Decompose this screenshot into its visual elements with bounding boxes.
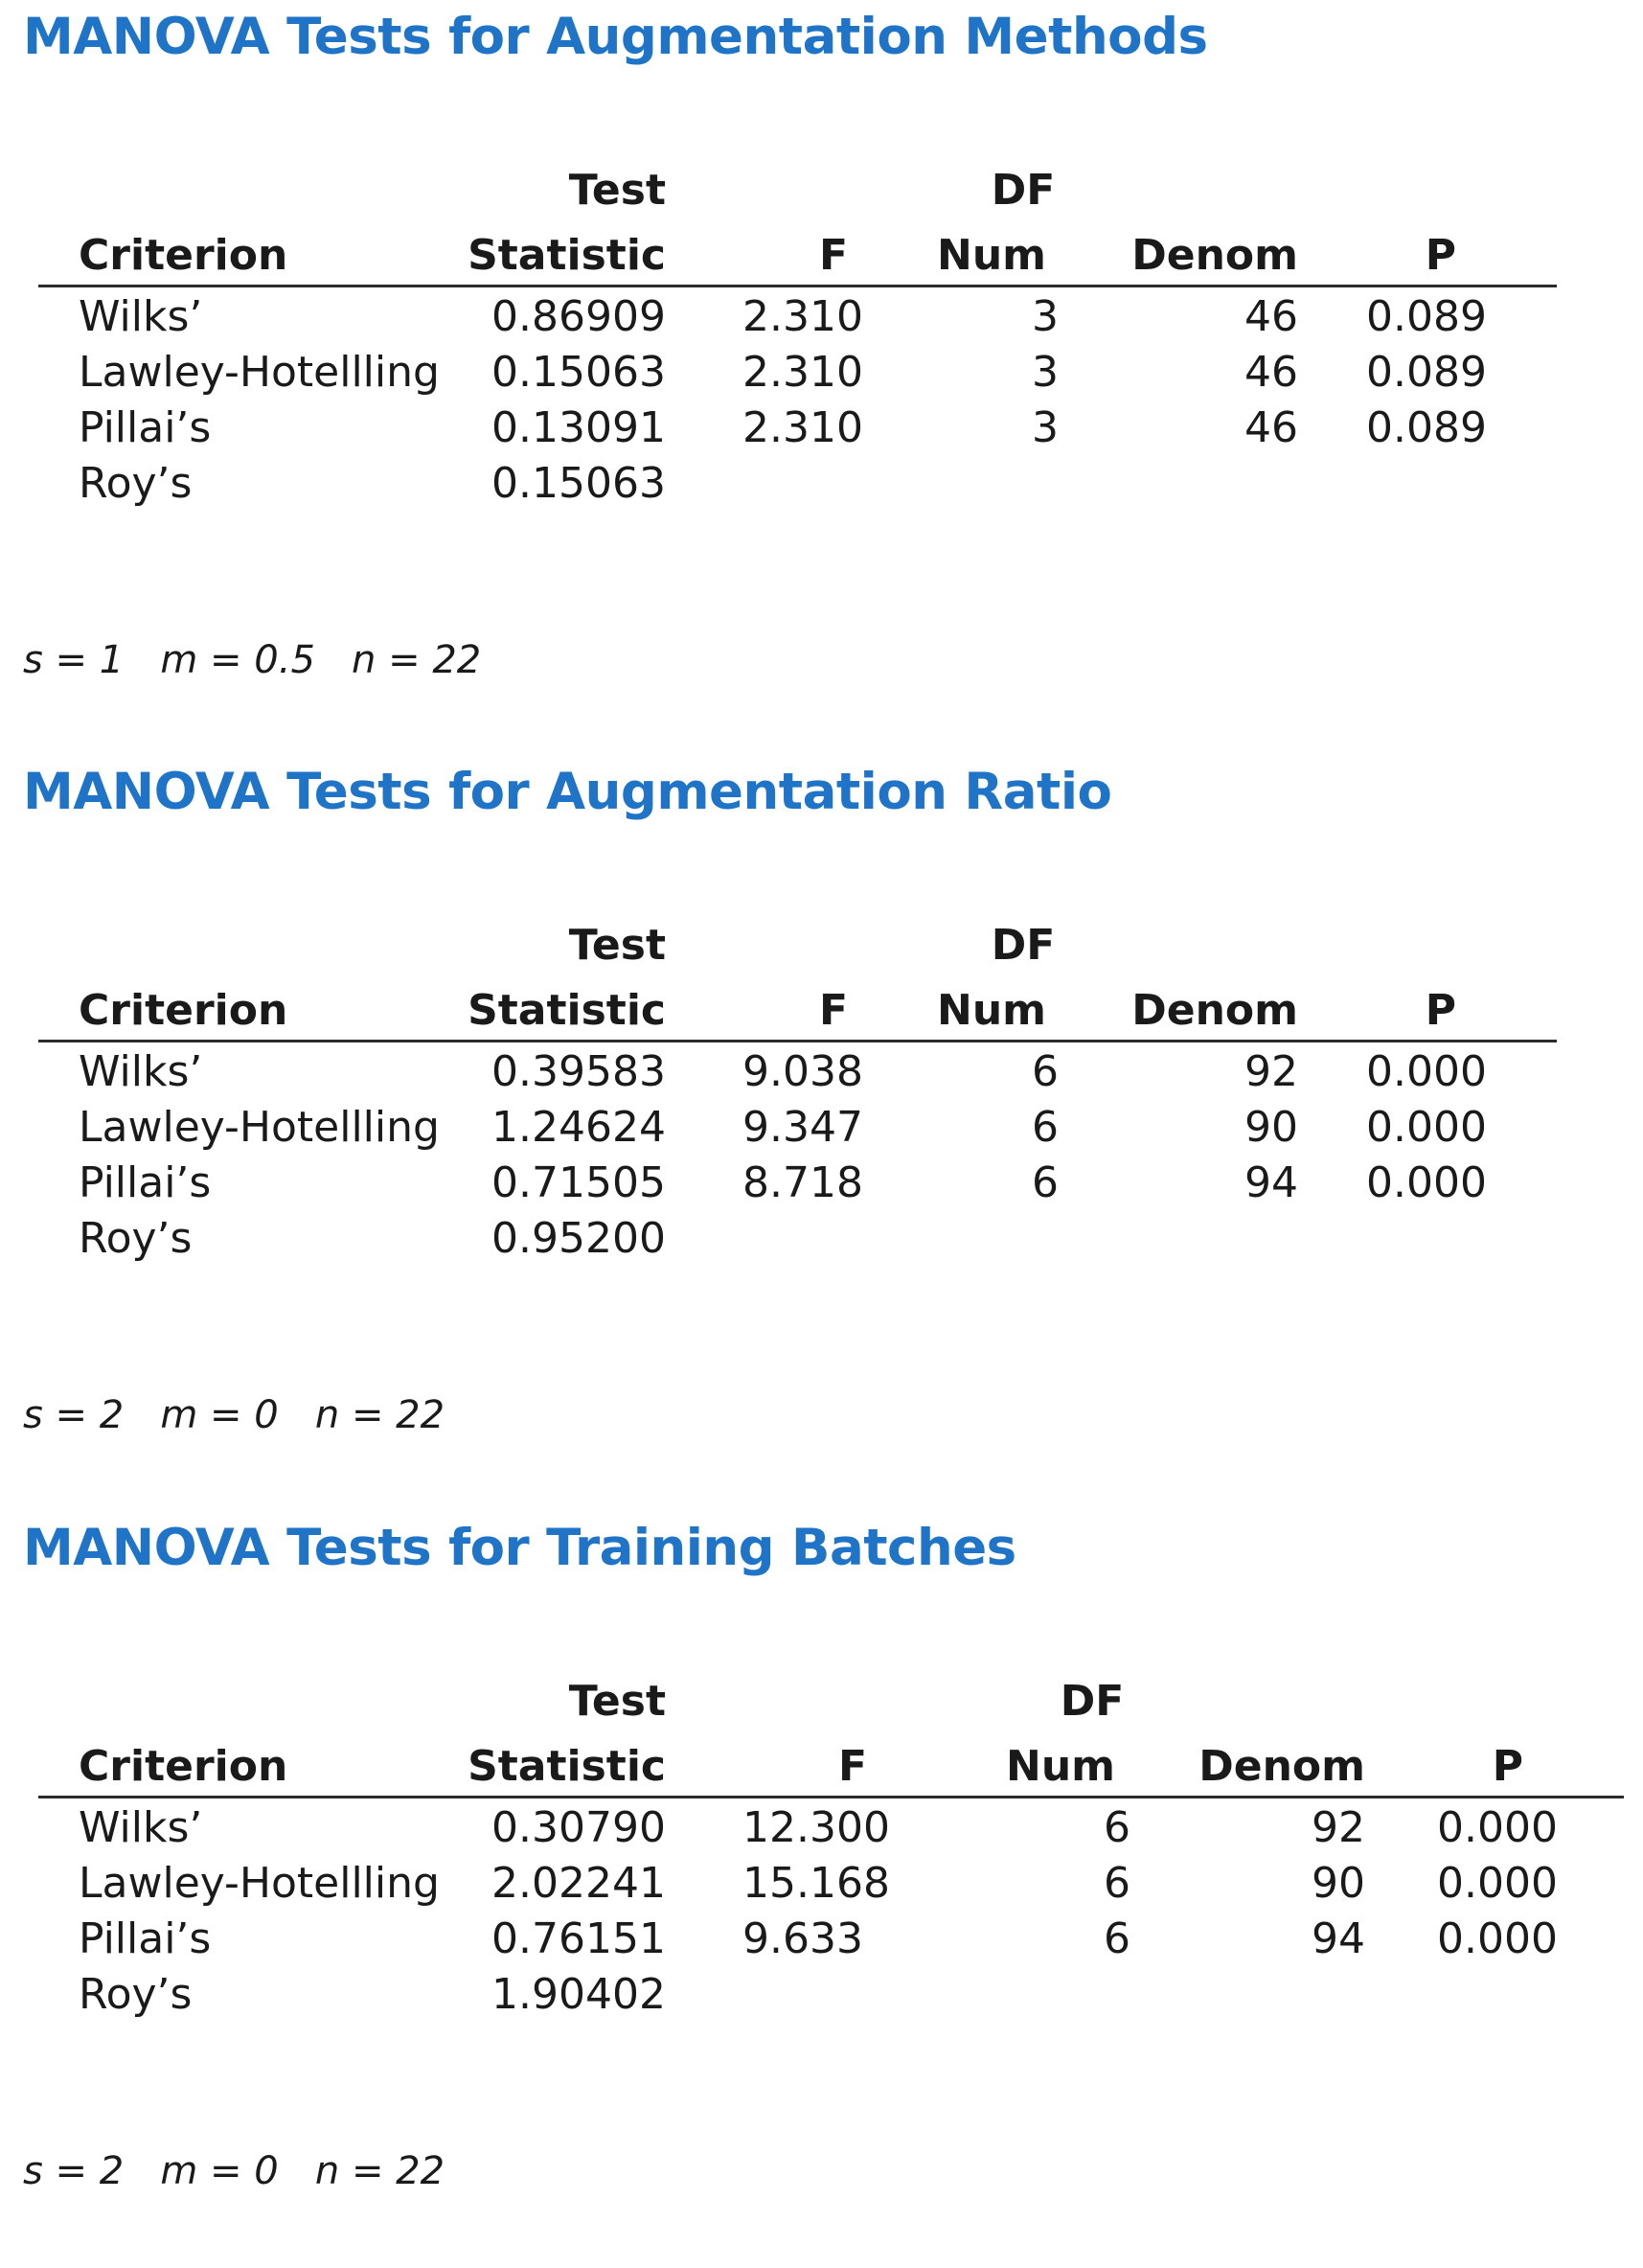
statistic-header: Statistic	[468, 986, 666, 1035]
f-cell: 2.310	[742, 348, 863, 397]
statistic-cell: 1.24624	[491, 1103, 666, 1152]
num-cell	[958, 456, 1059, 512]
statistic-values	[460, 1044, 666, 1267]
f-header-col	[728, 228, 848, 284]
num-cell: 6	[1032, 1158, 1059, 1207]
num-cell	[1030, 1967, 1130, 2023]
df-header-group	[937, 918, 1109, 1039]
statistic-cell: 0.95200	[491, 1214, 666, 1263]
statistic-header-group	[460, 918, 666, 1039]
statistic-header-group	[460, 1674, 666, 1795]
criterion-column	[79, 983, 462, 1039]
denom-cell: 46	[1244, 292, 1298, 341]
p-header: P	[1492, 1742, 1523, 1791]
test-header: Test	[568, 1677, 666, 1726]
statistic-header: Statistic	[468, 231, 666, 280]
test-header: Test	[568, 166, 666, 215]
num-values	[958, 289, 1059, 512]
p-cell: 0.089	[1366, 292, 1487, 341]
criterion-header: Criterion	[79, 231, 288, 280]
footnote: s = 2 m = 0 n = 22	[23, 1393, 445, 1437]
p-header-col	[1389, 228, 1456, 284]
denom-cell: 46	[1244, 403, 1298, 452]
criterion-cell: Lawley-Hotellling	[79, 1103, 440, 1152]
criterion-column	[79, 228, 462, 284]
statistic-cell: 0.71505	[491, 1158, 666, 1207]
num-cell: 6	[1104, 1803, 1130, 1852]
denom-cell: 90	[1312, 1859, 1365, 1908]
p-cell: 0.000	[1366, 1158, 1487, 1207]
denom-header-col	[1169, 1739, 1365, 1795]
criterion-cell: Wilks’	[79, 1803, 203, 1852]
denom-values	[1150, 289, 1298, 512]
p-cell: 0.000	[1366, 1103, 1487, 1152]
criterion-cell: Roy’s	[79, 1970, 193, 2019]
df-header: DF	[1060, 1677, 1125, 1726]
p-header-col	[1389, 983, 1456, 1039]
f-values	[742, 1044, 886, 1267]
statistic-cell: 2.02241	[491, 1859, 666, 1908]
denom-cell: 46	[1244, 348, 1298, 397]
f-header: F	[818, 231, 848, 280]
f-cell	[742, 1967, 905, 2023]
p-cell: 0.000	[1437, 1803, 1558, 1852]
f-values	[742, 289, 886, 512]
denom-cell: 94	[1312, 1914, 1365, 1963]
denom-header: Denom	[1131, 231, 1298, 280]
criterion-values	[79, 1044, 462, 1267]
header-rule	[38, 285, 1557, 287]
criterion-cell: Wilks’	[79, 1047, 203, 1096]
df-header-group	[1006, 1674, 1178, 1795]
num-cell: 3	[1032, 348, 1059, 397]
criterion-header: Criterion	[79, 986, 288, 1035]
denom-cell	[1150, 1211, 1298, 1267]
denom-cell: 90	[1244, 1103, 1298, 1152]
f-cell: 12.300	[742, 1803, 890, 1852]
denom-values	[1150, 1044, 1298, 1267]
p-cell: 0.089	[1366, 348, 1487, 397]
f-cell: 2.310	[742, 292, 863, 341]
p-values	[1341, 289, 1487, 512]
num-cell: 6	[1032, 1047, 1059, 1096]
section-title: MANOVA Tests for Augmentation Methods	[23, 8, 1208, 66]
num-cell: 6	[1104, 1859, 1130, 1908]
manova-section-ratio	[0, 755, 1643, 1512]
p-header: P	[1425, 986, 1456, 1035]
criterion-values	[79, 1800, 462, 2023]
denom-header: Denom	[1131, 986, 1298, 1035]
df-header: DF	[991, 166, 1056, 215]
statistic-cell: 0.13091	[491, 403, 666, 452]
p-cell	[1341, 456, 1487, 512]
num-cell: 6	[1104, 1914, 1130, 1963]
df-header-group	[937, 163, 1109, 284]
statistic-cell: 0.86909	[491, 292, 666, 341]
criterion-cell: Wilks’	[79, 292, 203, 341]
f-cell: 9.633	[742, 1914, 863, 1963]
p-cell: 0.000	[1366, 1047, 1487, 1096]
num-cell: 3	[1032, 292, 1059, 341]
criterion-cell: Roy’s	[79, 459, 193, 508]
f-cell: 9.347	[742, 1103, 863, 1152]
f-values	[742, 1800, 905, 2023]
statistic-values	[460, 289, 666, 512]
num-header: Num	[937, 986, 1046, 1035]
criterion-cell: Pillai’s	[79, 403, 212, 452]
p-values	[1341, 1044, 1487, 1267]
num-cell: 3	[1032, 403, 1059, 452]
p-cell	[1341, 1211, 1487, 1267]
footnote: s = 1 m = 0.5 n = 22	[23, 638, 482, 682]
denom-cell: 92	[1312, 1803, 1365, 1852]
denom-values	[1217, 1800, 1365, 2023]
statistic-cell: 1.90402	[491, 1970, 666, 2019]
num-header: Num	[937, 231, 1046, 280]
criterion-values	[79, 289, 462, 512]
footnote: s = 2 m = 0 n = 22	[23, 2149, 445, 2193]
f-header-col	[728, 983, 848, 1039]
statistic-values	[460, 1800, 666, 2023]
f-cell	[742, 456, 886, 512]
section-title: MANOVA Tests for Augmentation Ratio	[23, 763, 1112, 821]
denom-cell: 92	[1244, 1047, 1298, 1096]
header-rule	[38, 1796, 1624, 1798]
denom-header-col	[1102, 983, 1298, 1039]
criterion-header: Criterion	[79, 1742, 288, 1791]
num-cell: 6	[1032, 1103, 1059, 1152]
manova-section-batches	[0, 1511, 1643, 2268]
p-cell	[1412, 1967, 1558, 2023]
statistic-header: Statistic	[468, 1742, 666, 1791]
f-cell	[742, 1211, 886, 1267]
p-values	[1412, 1800, 1558, 2023]
test-header: Test	[568, 921, 666, 970]
p-cell: 0.000	[1437, 1914, 1558, 1963]
p-header-col	[1456, 1739, 1523, 1795]
p-header: P	[1425, 231, 1456, 280]
num-values	[958, 1044, 1059, 1267]
criterion-cell: Pillai’s	[79, 1914, 212, 1963]
criterion-cell: Lawley-Hotellling	[79, 348, 440, 397]
denom-cell	[1150, 456, 1298, 512]
num-header: Num	[1006, 1742, 1115, 1791]
statistic-cell: 0.15063	[491, 348, 666, 397]
f-cell: 8.718	[742, 1158, 863, 1207]
statistic-cell: 0.15063	[491, 459, 666, 508]
manova-section-methods	[0, 0, 1643, 757]
section-title: MANOVA Tests for Training Batches	[23, 1519, 1016, 1577]
statistic-header-group	[460, 163, 666, 284]
statistic-cell: 0.39583	[491, 1047, 666, 1096]
f-header: F	[837, 1742, 867, 1791]
statistic-cell: 0.76151	[491, 1914, 666, 1963]
criterion-cell: Roy’s	[79, 1214, 193, 1263]
f-header-col	[728, 1739, 867, 1795]
denom-header: Denom	[1198, 1742, 1365, 1791]
header-rule	[38, 1040, 1557, 1042]
criterion-cell: Pillai’s	[79, 1158, 212, 1207]
f-cell: 2.310	[742, 403, 863, 452]
num-cell	[958, 1211, 1059, 1267]
denom-header-col	[1102, 228, 1298, 284]
p-cell: 0.089	[1366, 403, 1487, 452]
statistic-cell: 0.30790	[491, 1803, 666, 1852]
f-cell: 9.038	[742, 1047, 863, 1096]
criterion-column	[79, 1739, 462, 1795]
p-cell: 0.000	[1437, 1859, 1558, 1908]
df-header: DF	[991, 921, 1056, 970]
denom-cell	[1217, 1967, 1365, 2023]
num-values	[1030, 1800, 1130, 2023]
criterion-cell: Lawley-Hotellling	[79, 1859, 440, 1908]
f-header: F	[818, 986, 848, 1035]
denom-cell: 94	[1244, 1158, 1298, 1207]
f-cell: 15.168	[742, 1859, 890, 1908]
